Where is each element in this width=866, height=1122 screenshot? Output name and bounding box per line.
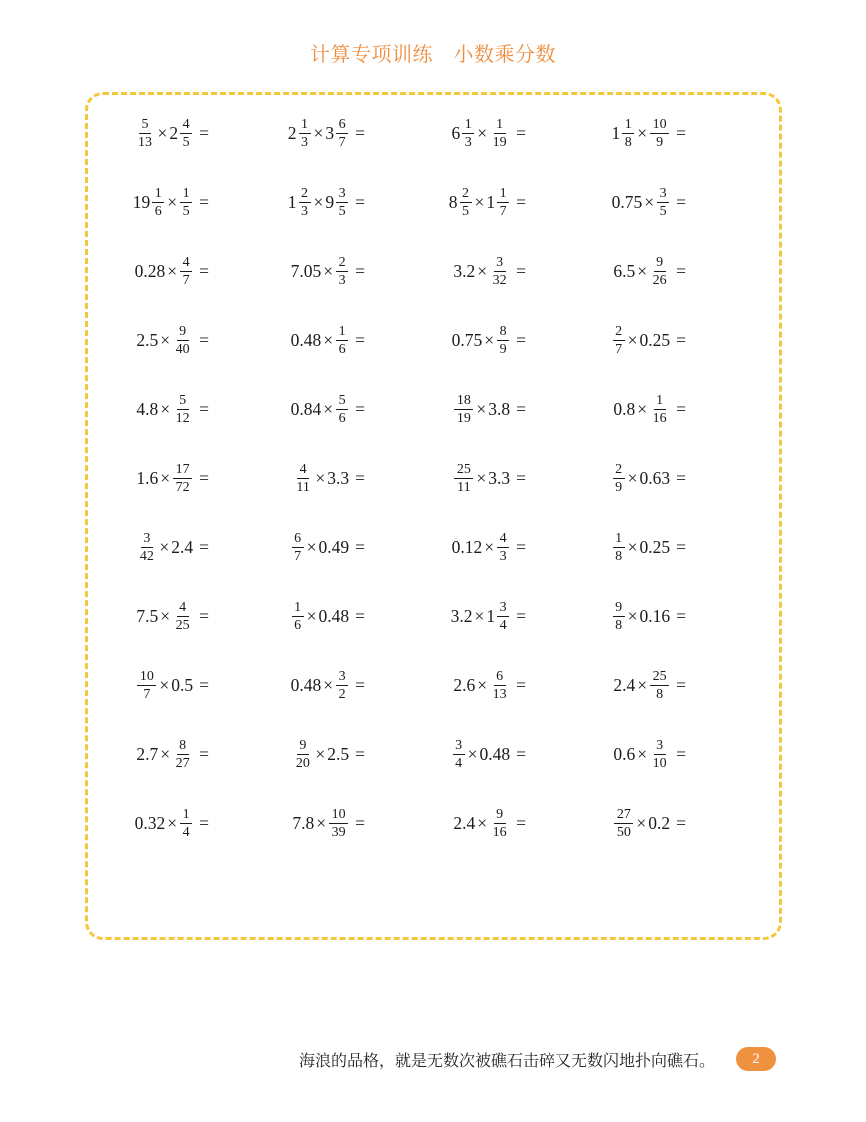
- equals-sign: =: [676, 467, 686, 488]
- fraction: $\frac{3}{4}$: [497, 600, 509, 632]
- worksheet-dashed-border: [85, 92, 782, 940]
- times-sign: ×: [467, 743, 478, 764]
- equals-sign: =: [199, 536, 209, 557]
- times-sign: ×: [627, 467, 638, 488]
- math-problem: [526, 99, 686, 168]
- math-problem: [365, 99, 526, 168]
- fraction: $\frac{2}{3}$: [336, 255, 348, 287]
- equals-sign: =: [355, 122, 365, 143]
- math-problem: [365, 651, 526, 720]
- number: 7.8: [292, 812, 315, 833]
- number: 0.48: [290, 674, 322, 695]
- number: 0.48: [290, 329, 322, 350]
- fraction: $\frac{5}{13}$: [138, 117, 152, 150]
- fraction: $\frac{1}{19}$: [492, 117, 507, 150]
- equals-sign: =: [676, 398, 686, 419]
- fraction: $\frac{4}{11}$: [296, 462, 310, 495]
- page-footer: [0, 1047, 776, 1071]
- times-sign: ×: [323, 329, 334, 350]
- times-sign: ×: [306, 605, 317, 626]
- equals-sign: =: [199, 329, 209, 350]
- page-number-badge: 2: [736, 1047, 776, 1071]
- times-sign: ×: [474, 605, 485, 626]
- equals-sign: =: [355, 743, 365, 764]
- equals-sign: =: [516, 536, 526, 557]
- fraction: $\frac{10}{9}$: [650, 117, 669, 149]
- number: 2.6: [453, 674, 476, 695]
- times-sign: ×: [476, 467, 487, 488]
- fraction: $\frac{1}{5}$: [180, 186, 192, 218]
- times-sign: ×: [159, 674, 170, 695]
- fraction: $\frac{5}{12}$: [175, 393, 190, 426]
- number: 0.49: [318, 536, 350, 557]
- math-problem: [88, 789, 209, 858]
- fraction: $\frac{1}{7}$: [497, 186, 509, 218]
- equals-sign: =: [199, 812, 209, 833]
- equals-sign: =: [676, 674, 686, 695]
- times-sign: ×: [477, 812, 488, 833]
- number: 2.4: [453, 812, 476, 833]
- fraction: $\frac{2}{7}$: [613, 324, 625, 356]
- math-problem: [209, 651, 365, 720]
- equals-sign: =: [355, 398, 365, 419]
- number: 3.2: [453, 260, 476, 281]
- times-sign: ×: [167, 812, 178, 833]
- equals-sign: =: [199, 260, 209, 281]
- number: 0.48: [318, 605, 350, 626]
- fraction: $\frac{18}{19}$: [454, 393, 473, 425]
- times-sign: ×: [477, 674, 488, 695]
- fraction: $\frac{25}{8}$: [650, 669, 669, 701]
- mixed-number: 1 $\frac{1}{7}$: [486, 186, 510, 218]
- fraction: $\frac{3}{10}$: [652, 738, 667, 771]
- number: 0.6: [613, 743, 636, 764]
- fraction: $\frac{9}{16}$: [492, 807, 507, 840]
- number: 0.48: [479, 743, 511, 764]
- math-problem: [209, 789, 365, 858]
- math-problem: [88, 513, 209, 582]
- fraction: $\frac{6}{13}$: [492, 669, 507, 702]
- times-sign: ×: [627, 605, 638, 626]
- math-problem: [365, 720, 526, 789]
- number: 0.28: [134, 260, 166, 281]
- math-problem: [365, 375, 526, 444]
- fraction: $\frac{9}{20}$: [295, 738, 310, 771]
- fraction: $\frac{2}{3}$: [299, 186, 311, 218]
- fraction: $\frac{3}{4}$: [453, 738, 465, 770]
- fraction: $\frac{9}{26}$: [652, 255, 667, 288]
- mixed-number: 8 $\frac{2}{5}$: [449, 186, 473, 218]
- mixed-number: 2 $\frac{4}{5}$: [169, 117, 193, 149]
- math-problem: [365, 237, 526, 306]
- math-problem: [209, 168, 365, 237]
- times-sign: ×: [315, 743, 326, 764]
- fraction: $\frac{4}{25}$: [175, 600, 190, 633]
- math-problem: [88, 306, 209, 375]
- math-problem: [209, 582, 365, 651]
- times-sign: ×: [484, 329, 495, 350]
- math-problem: [209, 720, 365, 789]
- math-problem: [88, 168, 209, 237]
- times-sign: ×: [315, 467, 326, 488]
- math-problem: [365, 306, 526, 375]
- footer-quote: 海浪的品格，就是无数次被礁石击碎又无数闪地扑向礁石。: [298, 1052, 715, 1070]
- number: 2.5: [136, 329, 159, 350]
- math-problem: [209, 513, 365, 582]
- times-sign: ×: [474, 191, 485, 212]
- problems-grid: [88, 95, 779, 858]
- equals-sign: =: [676, 329, 686, 350]
- times-sign: ×: [484, 536, 495, 557]
- equals-sign: =: [676, 122, 686, 143]
- times-sign: ×: [160, 398, 171, 419]
- number: 0.75: [611, 191, 643, 212]
- mixed-number: 3 $\frac{6}{7}$: [325, 117, 349, 149]
- times-sign: ×: [627, 536, 638, 557]
- times-sign: ×: [160, 605, 171, 626]
- equals-sign: =: [516, 467, 526, 488]
- times-sign: ×: [637, 398, 648, 419]
- times-sign: ×: [160, 329, 171, 350]
- number: 2.4: [171, 536, 194, 557]
- math-problem: [209, 99, 365, 168]
- fraction: $\frac{17}{72}$: [173, 462, 192, 494]
- math-problem: [365, 789, 526, 858]
- equals-sign: =: [676, 536, 686, 557]
- fraction: $\frac{4}{5}$: [180, 117, 192, 149]
- times-sign: ×: [160, 467, 171, 488]
- mixed-number: 2 $\frac{1}{3}$: [288, 117, 312, 149]
- math-problem: [526, 651, 686, 720]
- fraction: $\frac{1}{3}$: [462, 117, 474, 149]
- fraction: $\frac{6}{7}$: [336, 117, 348, 149]
- page-title: 计算专项训练 小数乘分数: [310, 44, 556, 66]
- times-sign: ×: [637, 260, 648, 281]
- mixed-number: 9 $\frac{3}{5}$: [325, 186, 349, 218]
- mixed-number: 1 $\frac{3}{4}$: [486, 600, 510, 632]
- math-problem: [88, 444, 209, 513]
- fraction: $\frac{8}{9}$: [497, 324, 509, 356]
- number: 0.16: [639, 605, 671, 626]
- times-sign: ×: [167, 191, 178, 212]
- number: 2.5: [327, 743, 350, 764]
- fraction: $\frac{1}{4}$: [180, 807, 192, 839]
- times-sign: ×: [160, 743, 171, 764]
- number: 0.12: [451, 536, 483, 557]
- fraction: $\frac{5}{6}$: [336, 393, 348, 425]
- fraction: $\frac{6}{7}$: [292, 531, 304, 563]
- equals-sign: =: [516, 329, 526, 350]
- math-problem: [88, 720, 209, 789]
- math-problem: [365, 444, 526, 513]
- number: 3.3: [327, 467, 350, 488]
- equals-sign: =: [199, 122, 209, 143]
- number: 3.3: [488, 467, 511, 488]
- equals-sign: =: [199, 743, 209, 764]
- number: 0.75: [451, 329, 483, 350]
- math-problem: [526, 168, 686, 237]
- equals-sign: =: [676, 191, 686, 212]
- number: 7.05: [290, 260, 322, 281]
- fraction: $\frac{3}{32}$: [492, 255, 507, 288]
- math-problem: [526, 720, 686, 789]
- equals-sign: =: [355, 674, 365, 695]
- equals-sign: =: [355, 467, 365, 488]
- equals-sign: =: [355, 536, 365, 557]
- fraction: $\frac{2}{9}$: [613, 462, 625, 494]
- equals-sign: =: [676, 605, 686, 626]
- number: 0.8: [613, 398, 636, 419]
- equals-sign: =: [355, 605, 365, 626]
- times-sign: ×: [323, 674, 334, 695]
- fraction: $\frac{1}{3}$: [299, 117, 311, 149]
- math-problem: [209, 306, 365, 375]
- times-sign: ×: [313, 191, 324, 212]
- equals-sign: =: [355, 812, 365, 833]
- equals-sign: =: [676, 743, 686, 764]
- math-problem: [209, 444, 365, 513]
- math-problem: [88, 375, 209, 444]
- fraction: $\frac{9}{8}$: [613, 600, 625, 632]
- times-sign: ×: [636, 812, 647, 833]
- math-problem: [209, 375, 365, 444]
- fraction: $\frac{1}{8}$: [613, 531, 625, 563]
- math-problem: [209, 237, 365, 306]
- mixed-number: 1 $\frac{1}{8}$: [612, 117, 636, 149]
- number: 0.2: [648, 812, 671, 833]
- equals-sign: =: [676, 812, 686, 833]
- times-sign: ×: [306, 536, 317, 557]
- fraction: $\frac{2}{5}$: [460, 186, 472, 218]
- equals-sign: =: [516, 260, 526, 281]
- equals-sign: =: [516, 398, 526, 419]
- times-sign: ×: [477, 122, 488, 143]
- equals-sign: =: [355, 191, 365, 212]
- times-sign: ×: [627, 329, 638, 350]
- math-problem: [526, 375, 686, 444]
- times-sign: ×: [644, 191, 655, 212]
- fraction: $\frac{1}{6}$: [336, 324, 348, 356]
- times-sign: ×: [157, 122, 168, 143]
- number: 2.7: [136, 743, 159, 764]
- equals-sign: =: [355, 260, 365, 281]
- times-sign: ×: [637, 674, 648, 695]
- math-problem: [88, 651, 209, 720]
- equals-sign: =: [199, 674, 209, 695]
- fraction: $\frac{3}{5}$: [336, 186, 348, 218]
- number: 3.8: [488, 398, 511, 419]
- fraction: $\frac{10}{39}$: [329, 807, 348, 839]
- equals-sign: =: [516, 674, 526, 695]
- times-sign: ×: [159, 536, 170, 557]
- times-sign: ×: [323, 398, 334, 419]
- fraction: $\frac{1}{8}$: [622, 117, 634, 149]
- math-problem: [88, 582, 209, 651]
- fraction: $\frac{25}{11}$: [454, 462, 473, 494]
- times-sign: ×: [167, 260, 178, 281]
- fraction: $\frac{1}{6}$: [292, 600, 304, 632]
- math-problem: [526, 237, 686, 306]
- number: 0.63: [639, 467, 671, 488]
- math-problem: [526, 444, 686, 513]
- times-sign: ×: [637, 122, 648, 143]
- mixed-number: 19 $\frac{1}{6}$: [133, 186, 166, 218]
- math-problem: [365, 168, 526, 237]
- number: 0.5: [171, 674, 194, 695]
- times-sign: ×: [313, 122, 324, 143]
- equals-sign: =: [516, 122, 526, 143]
- number: 6.5: [613, 260, 636, 281]
- equals-sign: =: [199, 191, 209, 212]
- number: 3.2: [450, 605, 473, 626]
- fraction: $\frac{1}{16}$: [652, 393, 667, 426]
- number: 0.25: [639, 536, 671, 557]
- fraction: $\frac{3}{5}$: [657, 186, 669, 218]
- fraction: $\frac{10}{7}$: [137, 669, 156, 701]
- times-sign: ×: [477, 260, 488, 281]
- number: 7.5: [136, 605, 159, 626]
- math-problem: [526, 582, 686, 651]
- equals-sign: =: [516, 743, 526, 764]
- times-sign: ×: [316, 812, 327, 833]
- times-sign: ×: [476, 398, 487, 419]
- math-problem: [526, 789, 686, 858]
- equals-sign: =: [199, 467, 209, 488]
- times-sign: ×: [637, 743, 648, 764]
- number: 2.4: [613, 674, 636, 695]
- equals-sign: =: [199, 398, 209, 419]
- equals-sign: =: [516, 605, 526, 626]
- number: 0.84: [290, 398, 322, 419]
- fraction: $\frac{27}{50}$: [614, 807, 633, 839]
- number: 1.6: [136, 467, 159, 488]
- fraction: $\frac{3}{2}$: [336, 669, 348, 701]
- equals-sign: =: [516, 191, 526, 212]
- math-problem: [88, 99, 209, 168]
- fraction: $\frac{9}{40}$: [175, 324, 190, 357]
- math-problem: [365, 582, 526, 651]
- mixed-number: 6 $\frac{1}{3}$: [452, 117, 476, 149]
- math-problem: [365, 513, 526, 582]
- number: 0.25: [639, 329, 671, 350]
- equals-sign: =: [676, 260, 686, 281]
- math-problem: [88, 237, 209, 306]
- fraction: $\frac{8}{27}$: [175, 738, 190, 771]
- math-problem: [526, 513, 686, 582]
- number: 0.32: [134, 812, 166, 833]
- mixed-number: 1 $\frac{2}{3}$: [288, 186, 312, 218]
- times-sign: ×: [323, 260, 334, 281]
- number: 4.8: [136, 398, 159, 419]
- math-problem: [526, 306, 686, 375]
- equals-sign: =: [516, 812, 526, 833]
- fraction: $\frac{3}{42}$: [139, 531, 154, 564]
- fraction: $\frac{1}{6}$: [152, 186, 164, 218]
- fraction: $\frac{4}{3}$: [497, 531, 509, 563]
- equals-sign: =: [199, 605, 209, 626]
- fraction: $\frac{4}{7}$: [180, 255, 192, 287]
- equals-sign: =: [355, 329, 365, 350]
